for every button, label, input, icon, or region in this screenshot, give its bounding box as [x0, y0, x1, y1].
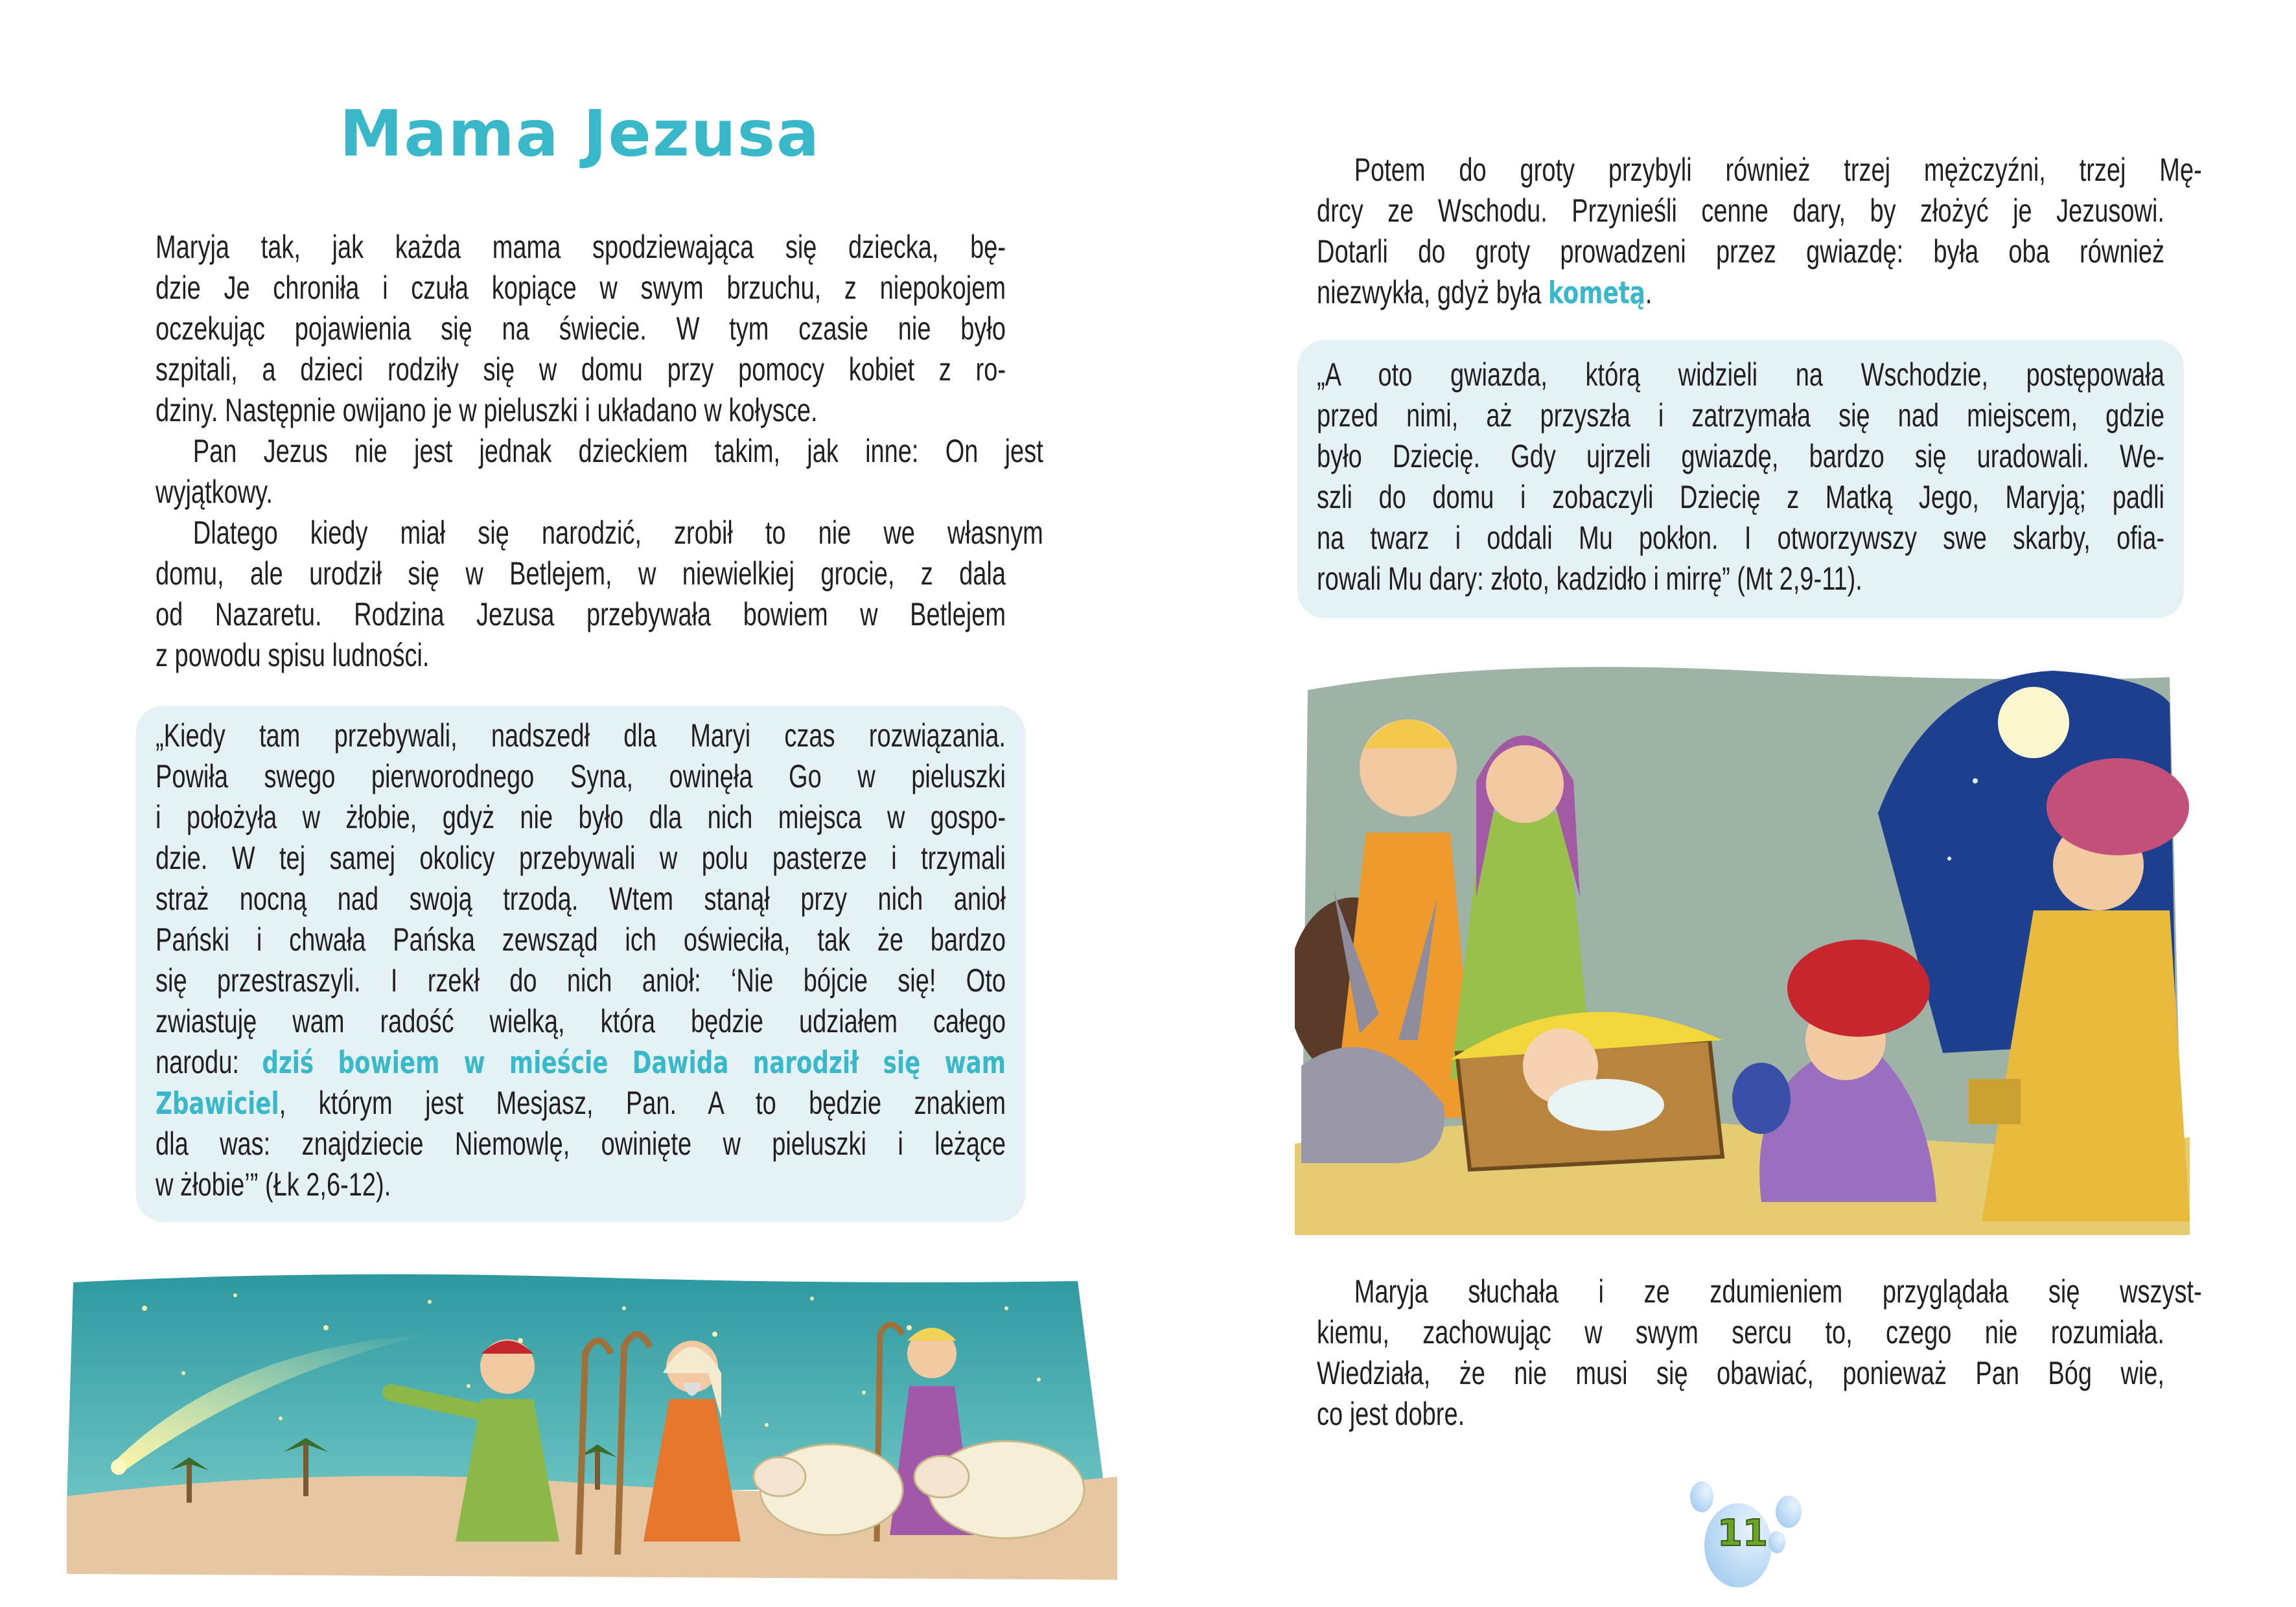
text-line — [156, 635, 1006, 676]
text-line — [156, 756, 1006, 797]
text-line — [156, 513, 1043, 553]
gospel-quote-matthew — [1317, 354, 2164, 599]
text-line — [156, 349, 1006, 390]
line-text: w żłobie’” (Łk 2,6-12). — [156, 1166, 391, 1203]
text-line — [1317, 1353, 2164, 1394]
text-lines — [156, 715, 1006, 1205]
line-text: Dotarli do groty prowadzeni przez gwiazdę: była oba również — [1317, 233, 2164, 270]
line-text: dziny. Następnie owijano je w pieluszki i układano w kołysce. — [156, 392, 818, 428]
line-text: i położyła w żłobie, gdyż nie było dla nich miejsca w gospo- — [156, 799, 1006, 835]
line-text: rowali Mu dary: złoto, kadzidło i mirrę” (Mt 2,9-11). — [1317, 561, 1862, 597]
text-line — [156, 390, 1006, 431]
text-line — [156, 268, 1006, 308]
line-text: było Dziecię. Gdy ujrzeli gwiazdę, bardzo się uradowali. We- — [1317, 438, 2164, 474]
highlighted-text: kometą — [1548, 275, 1645, 311]
text-lines — [1317, 1271, 2202, 1435]
page-number: 11 — [1717, 1512, 1768, 1555]
line-text: narodu: — [156, 1044, 262, 1080]
text-line — [156, 715, 1006, 756]
line-text: wyjątkowy. — [156, 474, 273, 510]
line-text: Maryja tak, jak każda mama spodziewająca się dziecka, bę- — [156, 229, 1006, 265]
line-text: przed nimi, aż przyszła i zatrzymała się nad miejscem, gdzie — [1317, 397, 2164, 434]
text-line — [156, 553, 1006, 594]
text-line — [1317, 1312, 2164, 1353]
line-text: na twarz i oddali Mu pokłon. I otworzywszy swe skarby, ofia- — [1317, 520, 2164, 556]
text-line — [156, 1001, 1006, 1042]
text-line — [1317, 477, 2164, 518]
line-text: szli do domu i zobaczyli Dziecię z Matką Jego, Maryją; padli — [1317, 479, 2164, 515]
line-text: dla was: znajdziecie Niemowlę, owinięte w pieluszki i leżące — [156, 1126, 1006, 1162]
line-text: Maryja słuchała i ze zdumieniem przyglądała się wszyst- — [1354, 1273, 2202, 1310]
line-text: drcy ze Wschodu. Przynieśli cenne dary, by złożyć je Jezusowi. — [1317, 192, 2164, 229]
line-text: zwiastuję wam radość wielką, która będzie udziałem całego — [156, 1003, 1006, 1039]
highlighted-text: Zbawiciel — [156, 1086, 279, 1122]
text-line — [156, 960, 1006, 1001]
line-text: dzie Je chroniła i czuła kopiące w swym brzuchu, z niepokojem — [156, 270, 1006, 306]
text-line — [156, 1124, 1006, 1164]
text-line — [1317, 150, 2202, 191]
line-text: dzie. W tej samej okolicy przebywali w polu pasterze i trzymali — [156, 840, 1006, 876]
line-text: Dlatego kiedy miał się narodzić, zrobił to nie we własnym — [192, 514, 1043, 551]
text-line — [156, 919, 1006, 960]
text-line — [156, 797, 1006, 838]
text-line — [156, 472, 1006, 513]
text-line — [156, 594, 1006, 635]
line-text: „Kiedy tam przebywali, nadszedł dla Maryi czas rozwiązania. — [156, 717, 1006, 754]
text-line — [1317, 191, 2164, 231]
line-text: Potem do groty przybyli również trzej mężczyźni, trzej Mę- — [1354, 152, 2202, 188]
text-line — [156, 431, 1043, 472]
moon — [1998, 687, 2069, 758]
text-line — [1317, 231, 2164, 272]
text-line — [156, 1164, 1006, 1205]
text-line — [1317, 1394, 2164, 1435]
line-text: z powodu spisu ludności. — [156, 637, 430, 673]
text-line — [1317, 272, 2164, 313]
nativity-illustration — [1295, 651, 2190, 1235]
line-text: straż nocną nad swoją trzodą. Wtem stanął przy nich anioł — [156, 881, 1006, 917]
text-line — [156, 227, 1006, 268]
text-line — [1317, 1271, 2202, 1312]
text-lines — [156, 227, 1043, 676]
text-line — [1317, 436, 2164, 477]
line-text: się przestraszyli. I rzekł do nich anioł: ‘Nie bójcie się! Oto — [156, 962, 1006, 999]
line-text: Pański i chwała Pańska zewsząd ich oświeciła, tak że bardzo — [156, 921, 1006, 958]
line-text: co jest dobre. — [1317, 1396, 1465, 1432]
line-text: , którym jest Mesjasz, Pan. A to będzie znakiem — [279, 1085, 1006, 1121]
shepherds-illustration — [67, 1269, 1117, 1580]
text-line — [156, 308, 1006, 349]
left-paragraph — [156, 227, 1043, 676]
text-line — [156, 838, 1006, 879]
line-text: „A oto gwiazda, którą widzieli na Wschodzie, postępowała — [1317, 356, 2164, 393]
line-text: od Nazaretu. Rodzina Jezusa przebywała bowiem w Betlejem — [156, 596, 1006, 632]
line-text: Wiedziała, że nie musi się obawiać, ponieważ Pan Bóg wie, — [1317, 1355, 2164, 1391]
line-text: Pan Jezus nie jest jednak dzieckiem takim, jak inne: On jest — [192, 433, 1043, 469]
text-lines — [1317, 354, 2164, 599]
line-text: szpitali, a dzieci rodziły się w domu przy pomocy kobiet z ro- — [156, 351, 1006, 387]
text-line — [1317, 354, 2164, 395]
closing-paragraph — [1317, 1271, 2202, 1435]
text-line — [1317, 559, 2164, 599]
text-line — [156, 1083, 1006, 1124]
text-line — [156, 1042, 1006, 1083]
highlighted-text: dziś bowiem w mieście Dawida narodził się wam — [262, 1045, 1006, 1081]
line-text: niezwykła, gdyż była — [1317, 274, 1548, 310]
gospel-quote-luke — [156, 715, 1006, 1205]
text-line — [1317, 395, 2164, 436]
line-text: oczekując pojawienia się na świecie. W tym czasie nie było — [156, 310, 1006, 347]
text-line — [1317, 518, 2164, 559]
line-text: Powiła swego pierworodnego Syna, owinęła Go w pieluszki — [156, 758, 1006, 794]
text-lines — [1317, 150, 2202, 313]
line-text: . — [1645, 274, 1652, 310]
page-title: Mama Jezusa — [339, 97, 821, 171]
line-text: domu, ale urodził się w Betlejem, w niewielkiej grocie, z dala — [156, 555, 1006, 592]
text-line — [156, 879, 1006, 919]
line-text: kiemu, zachowując w swym sercu to, czego nie rozumiała. — [1317, 1314, 2164, 1350]
right-paragraph — [1317, 150, 2202, 313]
